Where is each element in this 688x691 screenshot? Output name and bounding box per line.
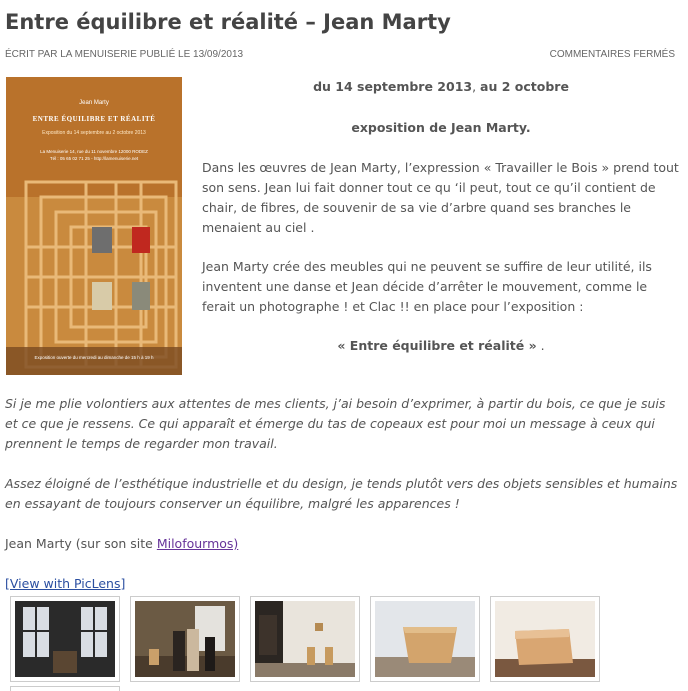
quote-tail: . (536, 338, 545, 353)
poster-dates: Exposition du 14 septembre au 2 octobre 2013 (42, 130, 146, 136)
thumbnail-image (135, 601, 235, 677)
signature-text: Jean Marty (sur son site (5, 536, 157, 551)
poster-contact: Tél : 05 65 02 71 25 - http://lamenuiserie.net (49, 156, 139, 161)
thumbnail-image (495, 601, 595, 677)
gallery-thumbnail-next-row[interactable] (10, 686, 120, 691)
post-title[interactable]: Entre équilibre et réalité – Jean Marty (5, 10, 451, 34)
exhibition-subtitle: exposition de Jean Marty. (351, 120, 531, 135)
poster-author: Jean Marty (79, 100, 109, 106)
poster-footer: Exposition ouverte du mercredi au dimanche de 15 h à 19 h (34, 355, 154, 360)
poster-title: ENTRE ÉQUILIBRE ET RÉALITÉ (32, 115, 156, 123)
statement-paragraph-2: Assez éloigné de l’esthétique industrielle et du design, je tends plutôt vers des objets sensibles et humains en essayant de toujours conserver un équilibre, malgré les apparences ! (5, 476, 678, 511)
poster-address: La Menuiserie 14, rue du 11 novembre 12000 RODEZ (40, 149, 148, 154)
gallery-thumbnail[interactable] (250, 596, 360, 682)
milofourmos-link[interactable]: Milofourmos) (156, 536, 239, 551)
comments-status: COMMENTAIRES FERMÉS (549, 49, 675, 60)
paragraph-1: Dans les œuvres de Jean Marty, l’expression « Travailler le Bois » prend tout son sens. Jean lui fait donner tout ce qu ‘il peut, tout ce qu’il contient de chair, de fibres, de souvenir de sa vie d’arbre quand ses branches le menaient au ciel . (202, 160, 679, 235)
paragraph-2: Jean Marty crée des meubles qui ne peuvent se suffire de leur utilité, ils inventent une danse et Jean décide d’arrêter le mouvement, comme le ferait un photographe ! et Clac !! en place pour l’exposition : (202, 259, 652, 314)
gallery-thumbnail[interactable] (10, 596, 120, 682)
exhibition-dates (202, 77, 680, 97)
post-intro (202, 77, 680, 356)
post-meta (5, 49, 675, 60)
artist-statement (5, 394, 680, 594)
date-end: au 2 octobre (480, 79, 569, 94)
signature (5, 534, 680, 554)
thumbnail-image (375, 601, 475, 677)
exhibition-quote (202, 336, 680, 356)
post-author-date: ÉCRIT PAR LA MENUISERIE PUBLIÉ LE 13/09/2013 (5, 49, 244, 60)
date-start: du 14 septembre 2013 (313, 79, 473, 94)
gallery-thumbnail[interactable] (370, 596, 480, 682)
piclens-row (5, 574, 680, 594)
thumbnail-image (255, 601, 355, 677)
quote-text: « Entre équilibre et réalité » (337, 338, 537, 353)
statement-paragraph-1: Si je me plie volontiers aux attentes de mes clients, j’ai besoin d’exprimer, à partir du bois, ce que je suis et ce que je ressens. Ce qui apparaît et émerge du tas de copeaux est pour moi un message à ceux qui prennent le temps de regarder mon travail. (5, 396, 666, 451)
gallery-thumbnail[interactable] (130, 596, 240, 682)
exhibition-poster-image[interactable] (6, 77, 182, 375)
thumbnail-image (15, 601, 115, 677)
view-with-piclens-link[interactable]: [View with PicLens] (5, 576, 126, 591)
date-separator: , (472, 79, 481, 94)
gallery-thumbnail[interactable] (490, 596, 600, 682)
